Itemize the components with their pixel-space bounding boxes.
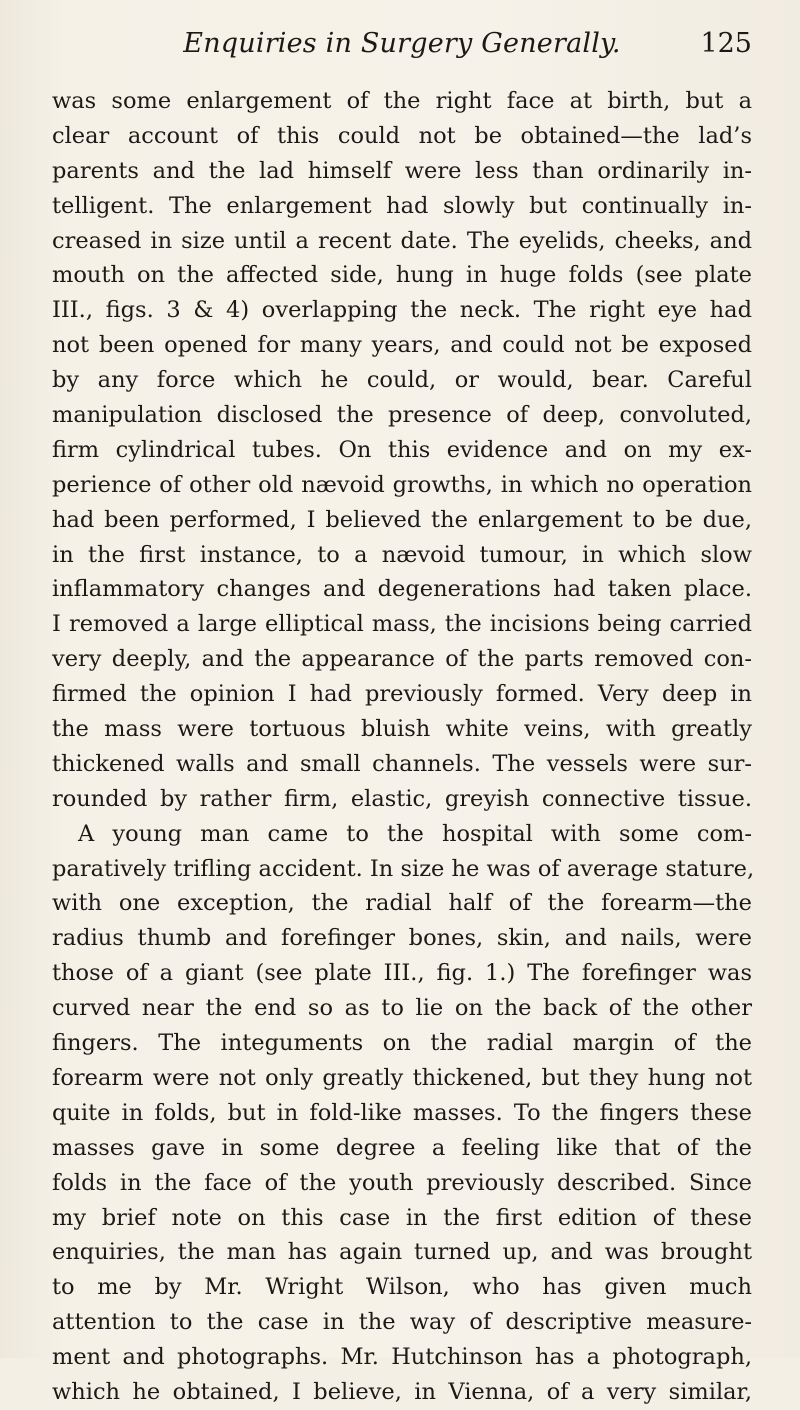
text-line: in the first instance, to a nævoid tumour, in which slow	[52, 541, 752, 568]
text-line: creased in size until a recent date. The eyelids, cheeks, and	[52, 227, 752, 254]
text-line: the mass were tortuous bluish white veins, with greatly	[52, 716, 752, 743]
text-line: not been opened for many years, and could not be exposed	[52, 332, 752, 359]
text-line: curved near the end so as to lie on the back of the other	[52, 995, 752, 1022]
text-line: mouth on the affected side, hung in huge folds (see plate	[52, 262, 752, 289]
text-line: ment and photographs. Mr. Hutchinson has a photograph,	[52, 1344, 752, 1371]
text-line: attention to the case in the way of descriptive measure-	[52, 1309, 752, 1336]
text-line: was some enlargement of the right face at birth, but a	[52, 88, 752, 114]
text-line: clear account of this could not be obtained—the lad’s	[52, 122, 752, 149]
text-line: folds in the face of the youth previously described. Since	[52, 1169, 752, 1196]
text-line: rounded by rather firm, elastic, greyish connective tissue.	[52, 785, 752, 812]
text-line: paratively trifling accident. In size he was of average stature,	[52, 855, 755, 882]
text-line: those of a giant (see plate III., fig. 1.) The forefinger was	[52, 960, 752, 987]
text-line: forearm were not only greatly thickened, but they hung not	[52, 1064, 752, 1091]
running-head	[52, 28, 752, 68]
text-line: by any force which he could, or would, bear. Careful	[52, 367, 752, 394]
text-line: very deeply, and the appearance of the parts removed con-	[52, 646, 752, 673]
text-line: had been performed, I believed the enlargement to be due,	[52, 506, 752, 533]
text-line: fingers. The integuments on the radial margin of the	[52, 1030, 752, 1057]
text-line: enquiries, the man has again turned up, and was brought	[52, 1239, 752, 1266]
text-line: III., figs. 3 & 4) overlapping the neck. The right eye had	[52, 297, 752, 324]
text-line: telligent. The enlargement had slowly but continually in-	[52, 192, 752, 219]
text-line: I removed a large elliptical mass, the incisions being carried	[52, 611, 752, 638]
text-line: my brief note on this case in the first edition of these	[52, 1204, 752, 1231]
text-line: masses gave in some degree a feeling like that of the	[52, 1134, 752, 1161]
text-line: which he obtained, I believe, in Vienna, of a very similar,	[52, 1378, 752, 1405]
text-line: radius thumb and forefinger bones, skin, and nails, were	[52, 925, 752, 952]
page-number: 125	[700, 28, 752, 59]
text-line: firmed the opinion I had previously formed. Very deep in	[52, 681, 752, 708]
text-line: perience of other old nævoid growths, in which no operation	[52, 471, 752, 498]
paragraph-start-line: A young man came to the hospital with some com-	[78, 820, 752, 847]
text-line: with one exception, the radial half of the forearm—the	[52, 890, 752, 917]
running-title: Enquiries in Surgery Generally.	[183, 28, 621, 59]
text-line: parents and the lad himself were less than ordinarily in-	[52, 157, 752, 184]
text-line: manipulation disclosed the presence of deep, convoluted,	[52, 402, 752, 429]
body-text	[52, 84, 755, 1410]
text-line: quite in folds, but in fold-like masses. To the fingers these	[52, 1099, 752, 1126]
text-line: inflammatory changes and degenerations had taken place.	[52, 576, 752, 603]
text-line: to me by Mr. Wright Wilson, who has given much	[52, 1274, 752, 1301]
text-line: thickened walls and small channels. The vessels were sur-	[52, 750, 752, 777]
text-line: firm cylindrical tubes. On this evidence and on my ex-	[52, 436, 752, 463]
